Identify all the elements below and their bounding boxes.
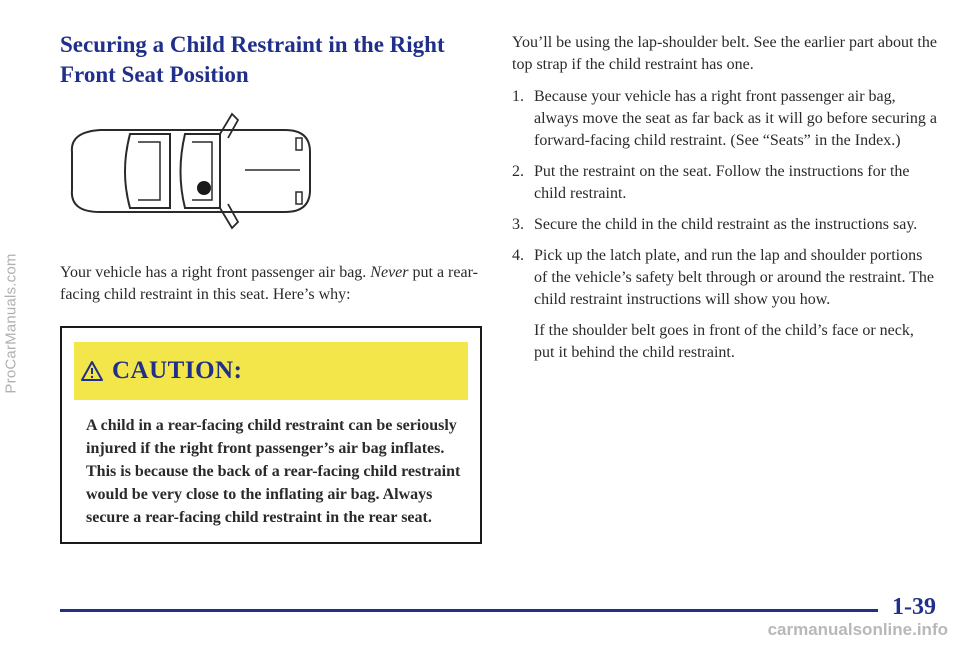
shoulder-belt-note: If the shoulder belt goes in front of the child’s face or neck, put it behind the child restraint. bbox=[534, 322, 914, 361]
side-watermark-text: ProCarManuals.com bbox=[2, 252, 20, 394]
rear-seat-shape bbox=[125, 134, 170, 208]
footer-rule bbox=[60, 609, 878, 612]
step-text: Because your vehicle has a right front passenger air bag, always move the seat as far back as it will go before securing a forward-facing child restraint. (See “Seats” in the Index.) bbox=[534, 88, 937, 149]
side-watermark bbox=[0, 0, 22, 646]
caution-text: A child in a rear-facing child restraint can be seriously injured if the right front passenger’s air bag inflates. This is because the back of a rear-facing child restraint would be very close to the inflating air bag. Always secure a rear-facing child restraint in the rear seat. bbox=[86, 417, 461, 526]
section-title bbox=[60, 30, 484, 90]
left-column bbox=[60, 30, 484, 544]
section-title-line1: Securing a Child Restraint in the Right bbox=[60, 32, 445, 57]
belt-intro: You’ll be using the lap-shoulder belt. See the earlier part about the top strap if the child restraint has one. bbox=[512, 34, 937, 73]
list-item bbox=[512, 161, 938, 205]
upper-door-open bbox=[220, 114, 238, 138]
step-number: 4. bbox=[512, 247, 524, 264]
page-number: 1-39 bbox=[892, 594, 936, 620]
step-text: Secure the child in the child restraint as the instructions say. bbox=[534, 216, 918, 233]
vehicle-body-outline bbox=[72, 130, 310, 212]
warning-triangle-icon bbox=[80, 360, 104, 382]
vehicle-seat-diagram bbox=[60, 112, 320, 230]
intro-emphasis: Never bbox=[370, 264, 409, 281]
right-column bbox=[512, 32, 938, 364]
intro-text: Your vehicle has a right front passenger air bag. bbox=[60, 264, 371, 281]
intro-paragraph bbox=[60, 262, 484, 306]
caution-header bbox=[74, 342, 468, 400]
mirror-lower bbox=[296, 192, 302, 204]
list-item bbox=[512, 214, 938, 236]
steps-list bbox=[512, 86, 938, 311]
section-title-line2: Front Seat Position bbox=[60, 62, 249, 87]
list-item bbox=[512, 86, 938, 152]
step-number: 2. bbox=[512, 163, 524, 180]
intro-rest: put a rear-facing child restraint in this seat. Here’s why: bbox=[60, 264, 478, 303]
lower-door-open bbox=[220, 204, 238, 228]
caution-box bbox=[60, 326, 482, 544]
step-text: Put the restraint on the seat. Follow the instructions for the child restraint. bbox=[534, 163, 910, 202]
step-text: Pick up the latch plate, and run the lap and shoulder portions of the vehicle’s safety belt through or around the restraint. The child restraint instructions will show you how. bbox=[534, 247, 935, 308]
step-number: 1. bbox=[512, 88, 524, 105]
rear-seat-cushion bbox=[138, 142, 160, 200]
caution-label: CAUTION: bbox=[112, 357, 243, 384]
footer-watermark: carmanualsonline.info bbox=[767, 620, 948, 639]
step-number: 3. bbox=[512, 216, 524, 233]
mirror-upper bbox=[296, 138, 302, 150]
airbag-marker-icon bbox=[197, 181, 211, 195]
list-item bbox=[512, 245, 938, 311]
front-seat-shape bbox=[181, 134, 221, 208]
